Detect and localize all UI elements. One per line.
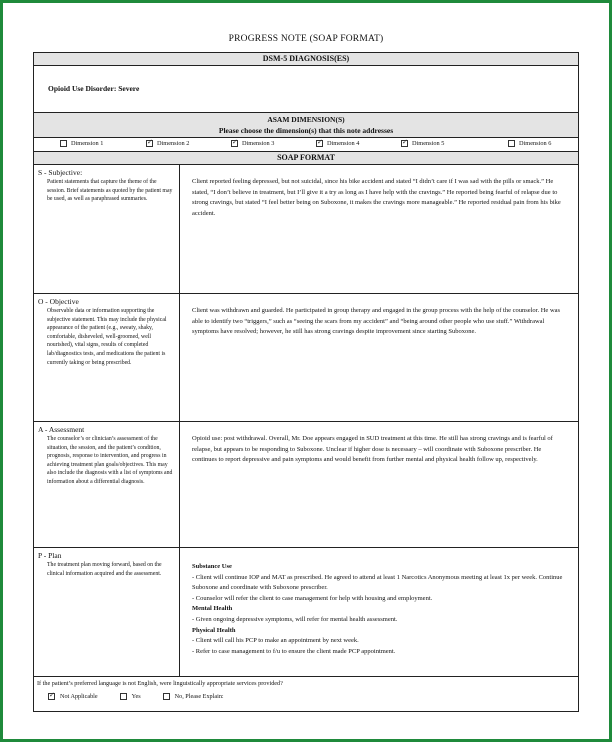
yes-checkbox[interactable] — [120, 693, 127, 700]
assessment-title: A - Assessment — [38, 425, 85, 434]
dimension-3-option[interactable] — [231, 140, 274, 147]
asam-title: ASAM DIMENSION(S) — [267, 115, 345, 124]
dimension-5-checkbox[interactable] — [401, 140, 408, 147]
no-explain-label: No, Please Explain: — [174, 693, 224, 700]
asam-instruction: Please choose the dimension(s) that this note addresses — [218, 126, 394, 135]
plan-line: - Refer to case management to f/u to ensure the client made PCP appointment. — [192, 647, 396, 655]
plan-line: - Counselor will refer the client to case management for help with housing and employment. — [192, 594, 433, 602]
dimension-4-checkbox[interactable] — [316, 140, 323, 147]
dimension-2-option[interactable] — [146, 140, 189, 147]
yes-option[interactable] — [120, 693, 141, 700]
soap-header: SOAP FORMAT — [34, 152, 578, 165]
plan-line: Physical Health — [192, 626, 236, 634]
plan-line: - Given ongoing depressive symptoms, will refer for mental health assessment. — [192, 615, 398, 623]
not-applicable-checkbox[interactable] — [48, 693, 55, 700]
objective-description: Observable data or information supporting the subjective statement. This may include the physical appearance of the patient (e.g., sweaty, shaky, comfortable, disheveled, well-groomed, well nourished), vital signs, results of completed lab/diagnostics tests, and medications the patient is currently taking or being prescribed. — [47, 308, 167, 366]
assessment-description: The counselor’s or clinician’s assessment of the situation, the session, and the patient’s condition, prognosis, response to intervention, and progress in achieving treatment plan goals/objectives. This may also include the diagnosis with a list of symptoms and information about a differential diagnosis. — [47, 436, 173, 485]
page-title: PROGRESS NOTE (SOAP FORMAT) — [228, 34, 384, 44]
dimension-3-label: Dimension 3 — [242, 140, 275, 147]
dimension-6-checkbox[interactable] — [508, 140, 515, 147]
plan-note[interactable] — [180, 548, 578, 676]
objective-note[interactable]: Client was withdrawn and guarded. He participated in group therapy and engaged in the group process with the help of the counselor. He was able to identify two “triggers,” such as “seeing the scars from my accident” and “being around other people who use stuff.” Withdrawal symptoms have resolved; however, he still has strong cravings despite improvement since starting Suboxone. — [192, 307, 561, 336]
plan-title: P - Plan — [38, 551, 62, 560]
language-options — [48, 693, 246, 700]
objective-section — [34, 294, 578, 422]
no-explain-option[interactable] — [163, 693, 224, 700]
dimension-checkboxes — [34, 138, 578, 152]
plan-line: Substance Use — [192, 563, 232, 570]
dimension-1-label: Dimension 1 — [71, 140, 104, 147]
subjective-label-cell — [34, 165, 180, 293]
soap-form — [33, 52, 579, 712]
subjective-note[interactable]: Client reported feeling depressed, but not suicidal, since his bike accident and stated “I didn’t care if I was sad with the pills or smack.” He stated, “I don’t believe in treatment, but I’ll give it a try as long as I have help with the cravings.” He reported being fearful of relapse due to strong cravings, but stated “I feel better being on Suboxone, it makes the cravings more manageable.” He reported residual pain from his bike accident. — [192, 178, 561, 217]
dimension-5-option[interactable] — [401, 140, 444, 147]
language-question: If the patient’s preferred language is not English, were linguistically appropriate services provided? — [37, 680, 283, 687]
dimension-5-label: Dimension 5 — [412, 140, 445, 147]
dimension-1-checkbox[interactable] — [60, 140, 67, 147]
dimension-4-label: Dimension 4 — [327, 140, 360, 147]
subjective-section — [34, 165, 578, 294]
dimension-6-option[interactable] — [508, 140, 551, 147]
yes-label: Yes — [131, 693, 141, 700]
dimension-2-checkbox[interactable] — [146, 140, 153, 147]
dimension-2-label: Dimension 2 — [157, 140, 190, 147]
plan-line: - Client will call his PCP to make an appointment by next week. — [192, 637, 359, 645]
objective-label-cell — [34, 294, 180, 421]
asam-header — [34, 113, 578, 138]
plan-section — [34, 548, 578, 677]
assessment-section — [34, 422, 578, 548]
no-explain-checkbox[interactable] — [163, 693, 170, 700]
dsm-header: DSM-5 DIAGNOSIS(ES) — [34, 53, 578, 66]
plan-line: Mental Health — [192, 605, 233, 613]
subjective-description: Patient statements that capture the theme of the session. Brief statements as quoted by the patient may be used, as well as paraphrased summaries. — [47, 179, 173, 203]
assessment-note[interactable]: Opioid use: post withdrawal. Overall, Mr. Doe appears engaged in SUD treatment at this time. He still has strong cravings and is fearful of relapse, but appears to be responding to Suboxone. Unclear if higher dose is necessary – will coordinate with Suboxone prescriber. He continues to report depressive and pain symptoms and would benefit from further mental and physical health follow up, respectively. — [192, 435, 553, 464]
dimension-6-label: Dimension 6 — [519, 140, 552, 147]
plan-line: - Client will continue IOP and MAT as prescribed. He agreed to attend at least 1 Narcotics Anonymous meeting at least 1x per week. Continue Suboxone and coordinate with Suboxone prescriber. — [192, 573, 563, 592]
not-applicable-option[interactable] — [48, 693, 98, 700]
assessment-label-cell — [34, 422, 180, 547]
plan-description: The treatment plan moving forward, based on the clinical information acquired and the assessment. — [47, 562, 162, 577]
dimension-1-option[interactable] — [60, 140, 103, 147]
subjective-title: S - Subjective: — [38, 168, 83, 177]
dimension-3-checkbox[interactable] — [231, 140, 238, 147]
objective-title: O - Objective — [38, 297, 79, 306]
diagnosis-field[interactable] — [34, 66, 578, 113]
plan-label-cell — [34, 548, 180, 676]
dimension-4-option[interactable] — [316, 140, 359, 147]
not-applicable-label: Not Applicable — [60, 693, 98, 700]
language-services-section — [34, 677, 578, 711]
diagnosis-text: Opioid Use Disorder: Severe — [48, 84, 140, 93]
